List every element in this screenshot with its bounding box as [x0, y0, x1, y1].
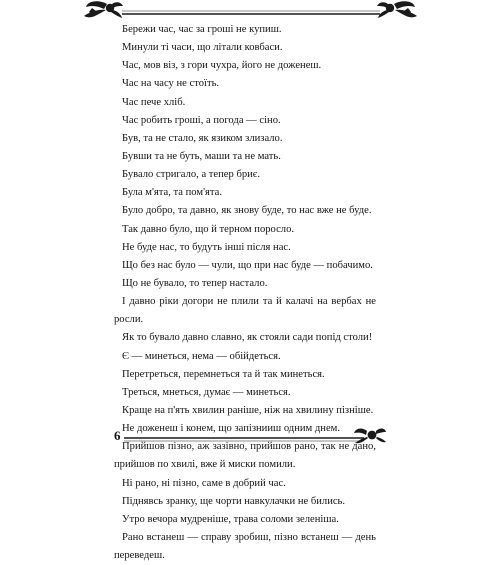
proverb-line: Що без нас було — чули, що при нас буде — побачимо. — [122, 259, 373, 271]
page-number: 6 — [114, 428, 121, 443]
footer-flower-icon — [354, 428, 386, 443]
proverb-line: Не доженеш і конем, що запізнииш одним днем. — [122, 423, 340, 435]
proverb-line: Бувало стригало, а тепер бриє. — [122, 169, 261, 181]
proverb-line: Прийшов пізно, аж зазівно, прийшов рано, так не дано, прийшов по хвилі, вже й миски помили. — [114, 441, 376, 471]
proverb-line: І давно ріки догори не плили та й калачі на вербах не росли. — [114, 296, 376, 326]
proverb-line: Перетреться, перемнеться та й так минеться. — [122, 368, 325, 380]
proverb-line: Час робить гроші, а погода — сіно. — [122, 114, 281, 126]
footer-ornament — [124, 425, 386, 445]
left-flower-icon — [84, 1, 123, 18]
proverb-line: Рано встанеш — справу зробиш, пізно встанеш — день переведеш. — [114, 532, 376, 562]
proverb-line: Бувши та не буть, маши та не мать. — [122, 150, 281, 162]
proverb-line: Минули ті часи, що літали ковбаси. — [122, 42, 283, 54]
proverb-line: Час пече хліб. — [122, 96, 186, 108]
right-flower-icon — [377, 1, 417, 18]
proverb-line: Час на часу не стоїть. — [122, 78, 220, 90]
proverb-line: Піднявсь зранку, ще чорти навкулачки не бились. — [122, 495, 346, 507]
proverb-line: Що не бувало, то тепер настало. — [122, 277, 268, 289]
proverb-line: Треться, мнеться, думає — минеться. — [122, 386, 291, 398]
proverb-line: Була м'ята, та пом'ята. — [122, 187, 222, 199]
proverb-line: Утро вечора мудреніше, трава соломи зеленіша. — [122, 513, 339, 525]
proverb-line: Є — минеться, нема — обійдеться. — [122, 350, 281, 362]
proverb-line: Як то бувало давно славно, як стояли сади попід столи! — [122, 332, 373, 344]
proverb-line: Так давно було, що й терном поросло. — [122, 223, 295, 235]
proverb-line: Бережи час, час за гроші не купиш. — [122, 24, 282, 35]
proverb-line: Ні рано, ні пізно, саме в добрий час. — [122, 477, 286, 489]
proverb-line: Був, та не стало, як язиком злизало. — [122, 132, 283, 144]
proverb-list — [114, 21, 376, 565]
proverb-line: Краще на п'ять хвилин раніше, ніж на хвилину пізніше. — [122, 404, 374, 416]
proverb-line: Час, мов віз, з гори чухра, його не доженеш. — [122, 60, 322, 72]
proverb-line: Було добро, та давно, як знову буде, то нас вже не буде. — [122, 205, 372, 217]
proverb-line: Не буде нас, то будуть інші після нас. — [122, 241, 291, 253]
